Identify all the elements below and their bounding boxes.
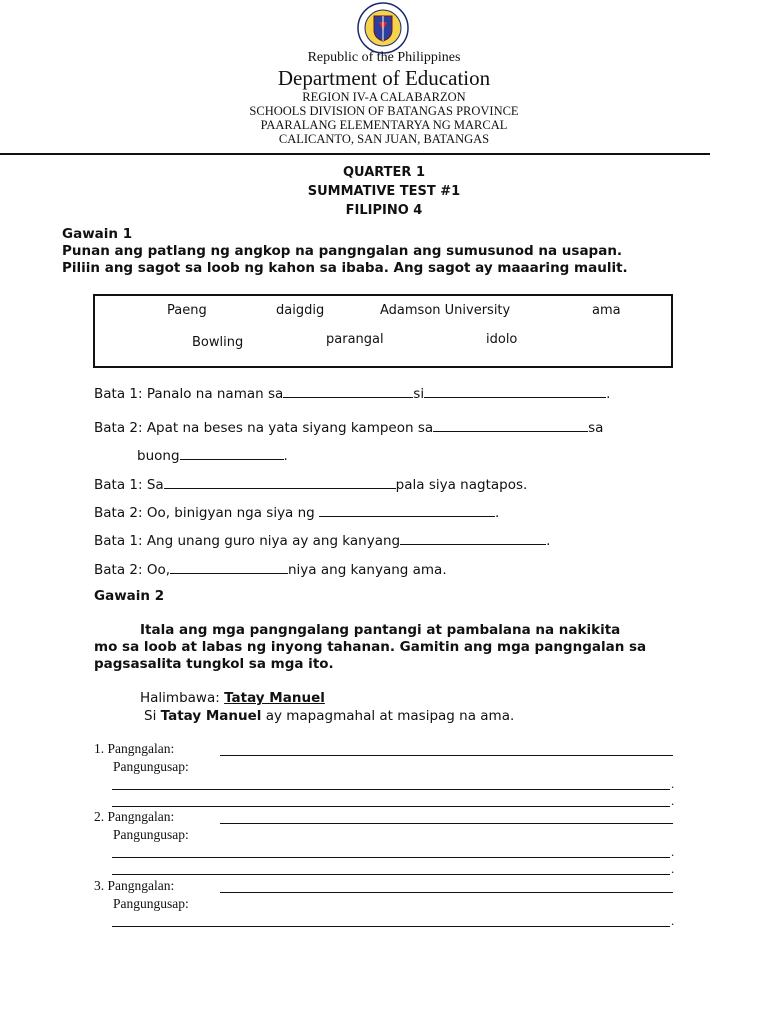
line-period: . (671, 861, 675, 876)
example-text: Si (144, 708, 157, 724)
noun-answer-line[interactable] (220, 892, 673, 893)
quarter-label: QUARTER 1 (342, 165, 426, 180)
example-label: Halimbawa: (140, 690, 220, 706)
dialogue-text: . (495, 505, 500, 521)
header-divider (0, 153, 710, 155)
deped-seal-icon (350, 2, 416, 54)
dialogue-text: Bata 1: Ang unang guro niya ay ang kanyang (94, 533, 401, 549)
dialogue-text: si (413, 386, 425, 402)
sentence-answer-line[interactable] (112, 874, 670, 875)
division-label: SCHOOLS DIVISION OF BATANGAS PROVINCE (249, 104, 519, 118)
gawain2-instruction-3: pagsasalita tungkol sa mga ito. (94, 656, 334, 672)
dialogue-text: . (546, 533, 551, 549)
example-text: ay mapagmahal at masipag na ama. (265, 708, 515, 724)
answer-blank[interactable] (424, 385, 606, 398)
noun-answer-line[interactable] (220, 755, 673, 756)
sentence-answer-line[interactable] (112, 926, 670, 927)
noun-label: 3. Pangngalan: (94, 878, 175, 893)
word-bank-item: Bowling (192, 335, 244, 350)
gawain1-label: Gawain 1 (62, 226, 133, 242)
department-title: Department of Education (277, 66, 491, 90)
word-bank-item: idolo (486, 332, 518, 347)
example-bold-noun: Tatay Manuel (160, 708, 262, 724)
line-period: . (671, 844, 675, 859)
answer-blank[interactable] (170, 561, 288, 574)
dialogue-text: pala siya nagtapos. (395, 477, 528, 493)
sentence-answer-line[interactable] (112, 857, 670, 858)
answer-blank[interactable] (400, 532, 546, 545)
region-label: REGION IV-A CALABARZON (302, 90, 466, 104)
noun-label: 1. Pangngalan: (94, 741, 175, 756)
answer-blank[interactable] (164, 476, 396, 489)
dialogue-text: Bata 2: Apat na beses na yata siyang kampeon sa (94, 420, 434, 436)
sentence-answer-line[interactable] (112, 789, 670, 790)
sentence-label: Pangungusap: (113, 759, 189, 774)
word-bank-item: Paeng (167, 303, 207, 318)
address-label: CALICANTO, SAN JUAN, BATANGAS (278, 132, 490, 146)
dialogue-line-2-cont (137, 447, 288, 464)
noun-label: 2. Pangngalan: (94, 809, 175, 824)
dialogue-line-4 (94, 504, 499, 521)
gawain2-instruction-1: Itala ang mga pangngalang pantangi at pambalana na nakikita (140, 622, 621, 638)
answer-blank[interactable] (180, 447, 284, 460)
dialogue-text: . (606, 386, 611, 402)
dialogue-line-1 (94, 385, 610, 402)
word-bank-item: Adamson University (380, 303, 511, 318)
example-sentence (144, 708, 514, 724)
dialogue-text: . (283, 448, 288, 464)
dialogue-line-6 (94, 561, 447, 578)
sentence-label: Pangungusap: (113, 827, 189, 842)
dialogue-text: sa (588, 420, 604, 436)
gawain2-label: Gawain 2 (94, 588, 165, 604)
word-bank-item: parangal (326, 332, 384, 347)
word-bank-item: ama (592, 303, 621, 318)
dialogue-text: buong (137, 448, 180, 464)
example-noun: Tatay Manuel (224, 690, 325, 706)
dialogue-text: Bata 2: Oo, binigyan nga siya ng (94, 505, 315, 521)
dialogue-text: Bata 2: Oo, (94, 562, 170, 578)
noun-answer-line[interactable] (220, 823, 673, 824)
sentence-answer-line[interactable] (112, 806, 670, 807)
line-period: . (671, 776, 675, 791)
subject-label: FILIPINO 4 (345, 203, 423, 218)
word-bank-item: daigdig (276, 303, 325, 318)
test-title: SUMMATIVE TEST #1 (307, 184, 461, 199)
answer-blank[interactable] (433, 419, 588, 432)
dialogue-text: niya ang kanyang ama. (288, 562, 447, 578)
answer-blank[interactable] (319, 504, 495, 517)
dialogue-line-2 (94, 419, 603, 436)
example-line (140, 690, 325, 706)
dialogue-line-3 (94, 476, 527, 493)
sentence-label: Pangungusap: (113, 896, 189, 911)
dialogue-text: Bata 1: Sa (94, 477, 164, 493)
dialogue-text: Bata 1: Panalo na naman sa (94, 386, 284, 402)
answer-blank[interactable] (283, 385, 413, 398)
gawain1-instruction-1: Punan ang patlang ng angkop na pangngalan ang sumusunod na usapan. (62, 243, 623, 259)
school-label: PAARALANG ELEMENTARYA NG MARCAL (260, 118, 508, 132)
line-period: . (671, 793, 675, 808)
line-period: . (671, 913, 675, 928)
gawain1-instruction-2: Piliin ang sagot sa loob ng kahon sa ibaba. Ang sagot ay maaaring maulit. (62, 260, 628, 276)
dialogue-line-5 (94, 532, 550, 549)
gawain2-instruction-2: mo sa loob at labas ng inyong tahanan. Gamitin ang mga pangngalan sa (94, 639, 647, 655)
republic-label: Republic of the Philippines (307, 50, 461, 65)
